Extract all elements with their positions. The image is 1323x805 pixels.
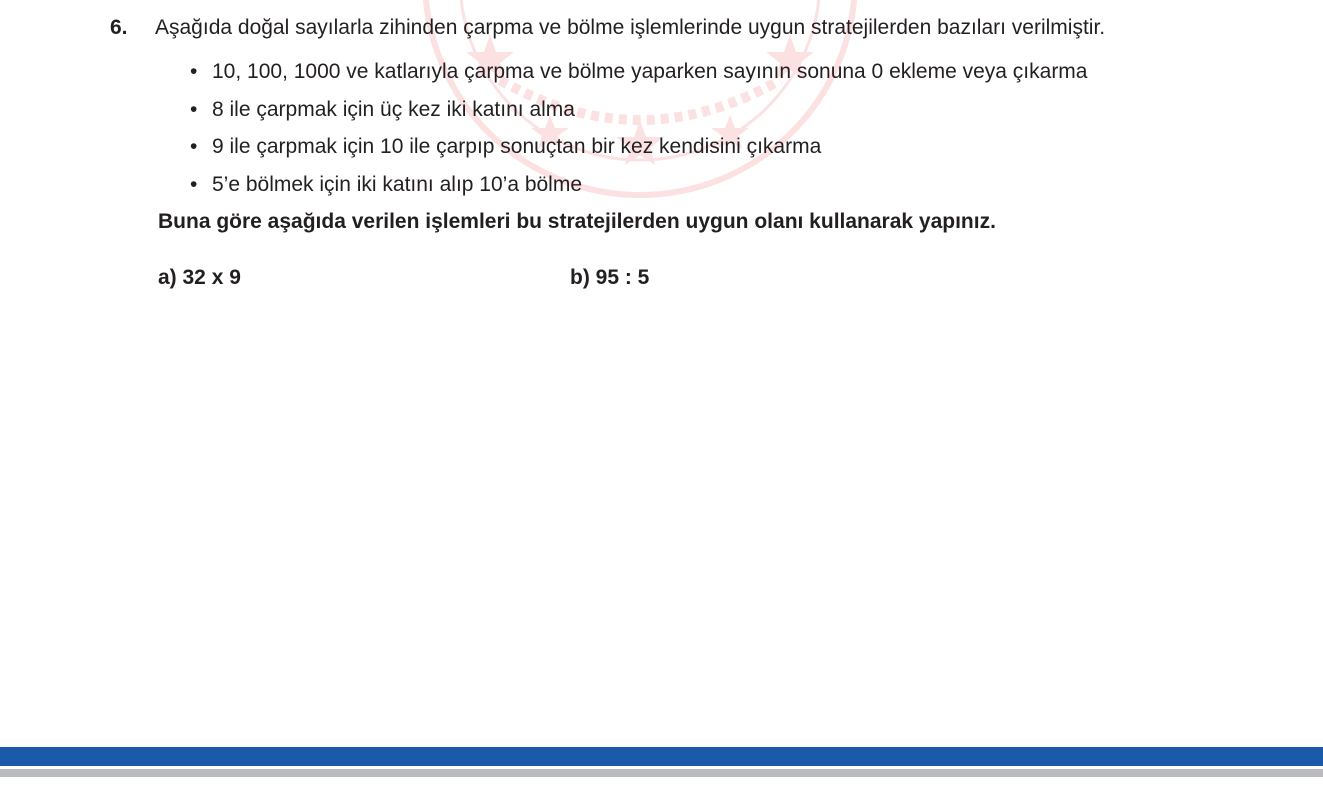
strategy-text: 8 ile çarpmak için üç kez iki katını alma [212, 97, 575, 121]
list-item [190, 173, 1087, 211]
bullet-icon: • [190, 135, 198, 158]
footer-gray-bar [0, 769, 1323, 777]
question-stem: Aşağıda doğal sayılarla zihinden çarpma ve bölme işlemlerinde uygun stratejilerden bazıları verilmiştir. [155, 16, 1106, 39]
bullet-icon: • [190, 172, 198, 196]
strategy-text: 5’e bölmek için iki katını alıp 10’a bölme [212, 172, 583, 196]
list-item [190, 60, 1087, 98]
strategy-list [190, 60, 1087, 210]
question-number: 6. [110, 16, 128, 39]
strategy-text: 9 ile çarpmak için 10 ile çarpıp sonuçtan bir kez kendisini çıkarma [212, 135, 822, 158]
instruction-text: Buna göre aşağıda verilen işlemleri bu stratejilerden uygun olanı kullanarak yapınız. [158, 210, 996, 233]
bullet-icon: • [190, 97, 198, 121]
strategy-text: 10, 100, 1000 ve katlarıyla çarpma ve bölme yaparken sayının sonuna 0 ekleme veya çıkarma [212, 60, 1088, 83]
footer-blue-bar [0, 747, 1323, 766]
exercise-b: b) 95 : 5 [570, 266, 650, 289]
list-item [190, 98, 1087, 136]
list-item [190, 135, 1087, 173]
exercise-a: a) 32 x 9 [158, 266, 241, 289]
bullet-icon: • [190, 60, 198, 83]
